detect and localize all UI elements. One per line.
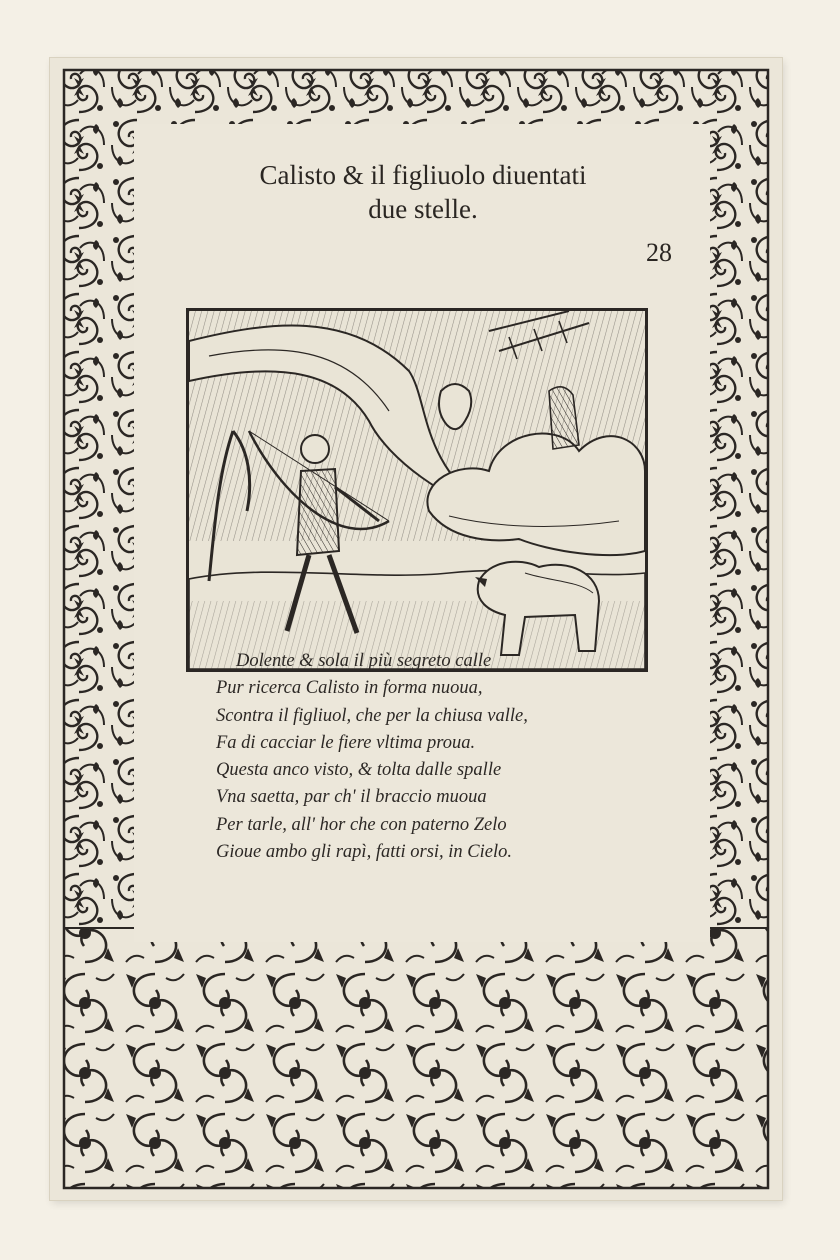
verse-line: Vna saetta, par ch' il braccio muoua bbox=[216, 787, 487, 808]
title-line-1: Calisto & il figliuolo diuentati bbox=[259, 160, 587, 190]
woodcut-illustration bbox=[186, 308, 648, 672]
text-panel bbox=[140, 126, 706, 938]
title-line-2: due stelle. bbox=[368, 194, 478, 224]
book-page bbox=[50, 58, 782, 1200]
verse-line: Scontra il figliuol, che per la chiusa valle, bbox=[216, 705, 528, 726]
verse-line: Questa anco visto, & tolta dalle spalle bbox=[216, 760, 502, 781]
verse-line: Per tarle, all' hor che con paterno Zelo bbox=[216, 814, 507, 835]
page-number: 28 bbox=[646, 238, 672, 267]
verse-line: Pur ricerca Calisto in forma nuoua, bbox=[216, 678, 483, 699]
verse-stanza bbox=[216, 648, 656, 866]
verse-line: Gioue ambo gli rapì, fatti orsi, in Cielo. bbox=[216, 842, 513, 863]
woodcut-image bbox=[189, 311, 645, 669]
page-title bbox=[140, 158, 706, 226]
verse-line: Fa di cacciar le fiere vltima proua. bbox=[216, 732, 476, 753]
verse-line: Dolente & sola il più segreto calle bbox=[236, 651, 492, 671]
